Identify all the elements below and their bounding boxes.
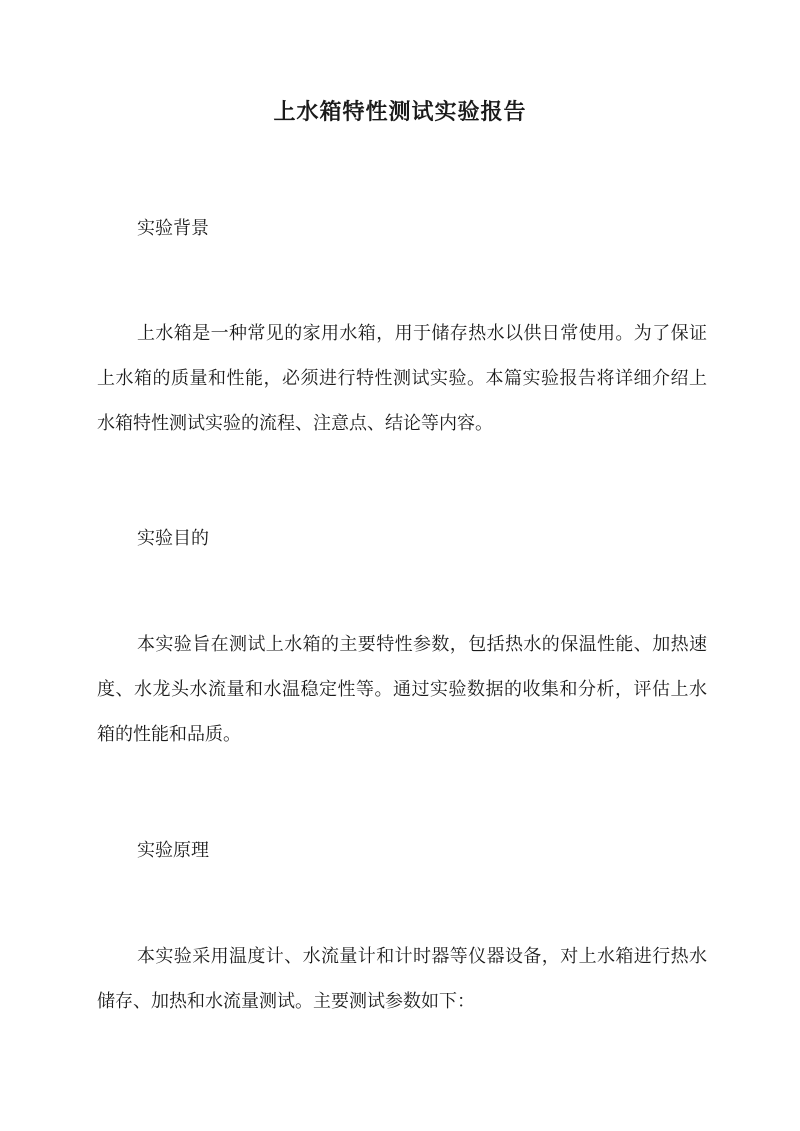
section-paragraph-principle: 本实验采用温度计、水流量计和计时器等仪器设备，对上水箱进行热水储存、加热和水流量测试。主要测试参数如下： [97, 946, 707, 1012]
section-paragraph-purpose: 本实验旨在测试上水箱的主要特性参数，包括热水的保温性能、加热速度、水龙头水流量和水温稳定性等。通过实验数据的收集和分析，评估上水箱的性能和品质。 [97, 634, 707, 745]
section-paragraph-background: 上水箱是一种常见的家用水箱，用于储存热水以供日常使用。为了保证上水箱的质量和性能，必须进行特性测试实验。本篇实验报告将详细介绍上水箱特性测试实验的流程、注意点、结论等内容。 [97, 323, 707, 434]
section-heading-principle: 实验原理 [137, 840, 209, 861]
document-title: 上水箱特性测试实验报告 [273, 99, 527, 125]
section-heading-purpose: 实验目的 [137, 528, 209, 549]
section-heading-background: 实验背景 [137, 218, 209, 239]
